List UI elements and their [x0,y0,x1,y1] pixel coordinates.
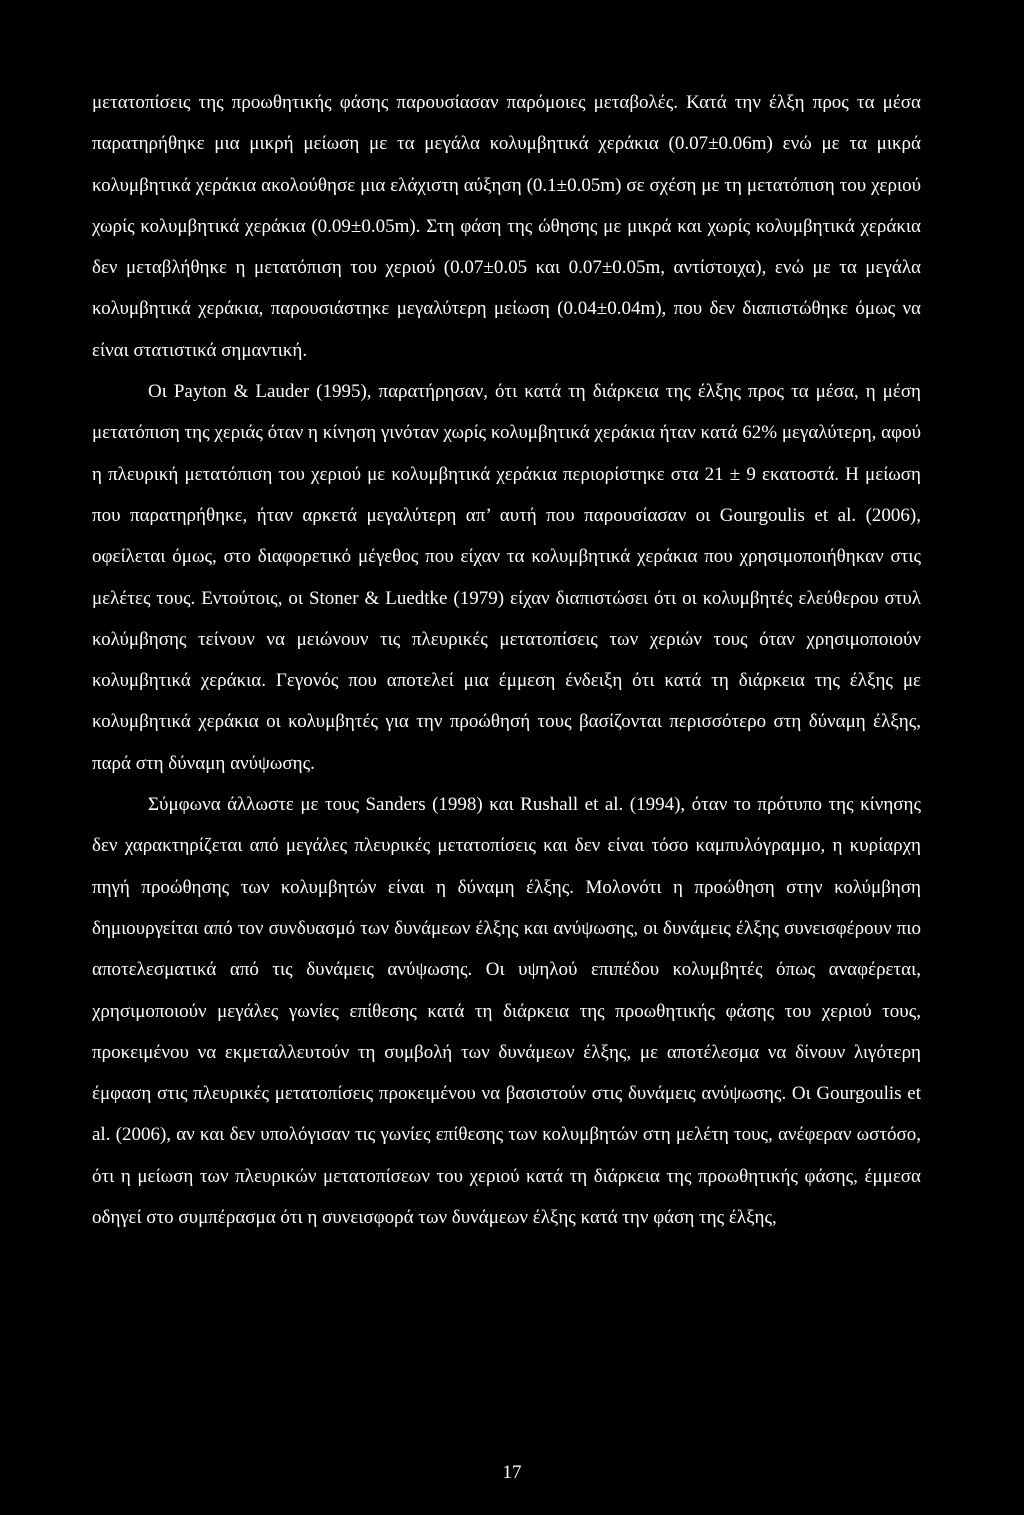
paragraph-sanders-rushall: Σύμφωνα άλλωστε με τους Sanders (1998) και Rushall et al. (1994), όταν το πρότυπο της κίνησης δεν χαρακτηρίζεται από μεγάλες πλευρικές μετατοπίσεις και δεν είναι τόσο καμπυλόγραμμο, η κυρίαρχη πηγή προώθησης των κολυμβητών είναι η δύναμη έλξης. Μολονότι η προώθηση στην κολύμβηση δημιουργείται από τον συνδυασμό των δυνάμεων έλξης και ανύψωσης, οι δυνάμεις έλξης συνεισφέρουν πιο αποτελεσματικά από τις δυνάμεις ανύψωσης. Οι υψηλού επιπέδου κολυμβητές όπως αναφέρεται, χρησιμοποιούν μεγάλες γωνίες επίθεσης κατά τη διάρκεια της προωθητικής φάσης του χεριού τους, προκειμένου να εκμεταλλευτούν τη συμβολή των δυνάμεων έλξης, με αποτέλεσμα να δίνουν λιγότερη έμφαση στις πλευρικές μετατοπίσεις προκειμένου να βασιστούν στις δυνάμεις ανύψωσης. Οι Gourgoulis et al. (2006), αν και δεν υπολόγισαν τις γωνίες επίθεσης των κολυμβητών στη μελέτη τους, ανέφεραν ωστόσο, ότι η μείωση των πλευρικών μετατοπίσεων του χεριού κατά τη διάρκεια της προωθητικής φάσης, έμμεσα οδηγεί στο συμπέρασμα ότι η συνεισφορά των δυνάμεων έλξης κατά την φάση της έλξης, [92,794,921,1229]
paragraph-continuation: μετατοπίσεις της προωθητικής φάσης παρουσίασαν παρόμοιες μεταβολές. Κατά την έλξη προς τα μέσα παρατηρήθηκε μια μικρή μείωση με τα μεγάλα κολυμβητικά χεράκια (0.07±0.06m) ενώ με τα μικρά κολυμβητικά χεράκια ακολούθησε μια ελάχιστη αύξηση (0.1±0.05m) σε σχέση με τη μετατόπιση του χεριού χωρίς κολυμβητικά χεράκια (0.09±0.05m). Στη φάση της ώθησης με μικρά και χωρίς κολυμβητικά χεράκια δεν μεταβλήθηκε η μετατόπιση του χεριού (0.07±0.05 και 0.07±0.05m, αντίστοιχα), ενώ με τα μεγάλα κολυμβητικά χεράκια, παρουσιάστηκε μεγαλύτερη μείωση (0.04±0.04m), που δεν διαπιστώθηκε όμως να είναι στατιστικά σημαντική. [92,92,921,361]
body-text [92,82,921,1238]
paragraph-payton-lauder: Οι Payton & Lauder (1995), παρατήρησαν, ότι κατά τη διάρκεια της έλξης προς τα μέσα, η μέση μετατόπιση της χεριάς όταν η κίνηση γινόταν χωρίς κολυμβητικά χεράκια ήταν κατά 62% μεγαλύτερη, αφού η πλευρική μετατόπιση του χεριού με κολυμβητικά χεράκια περιορίστηκε στα 21 ± 9 εκατοστά. Η μείωση που παρατηρήθηκε, ήταν αρκετά μεγαλύτερη απ’ αυτή που παρουσίασαν οι Gourgoulis et al. (2006), οφείλεται όμως, στο διαφορετικό μέγεθος που είχαν τα κολυμβητικά χεράκια που χρησιμοποιήθηκαν στις μελέτες τους. Εντούτοις, οι Stoner & Luedtke (1979) είχαν διαπιστώσει ότι οι κολυμβητές ελεύθερου στυλ κολύμβησης τείνουν να μειώνουν τις πλευρικές μετατοπίσεις των χεριών τους όταν χρησιμοποιούν κολυμβητικά χεράκια. Γεγονός που αποτελεί μια έμμεση ένδειξη ότι κατά τη διάρκεια της έλξης με κολυμβητικά χεράκια οι κολυμβητές για την προώθησή τους βασίζονται περισσότερο στη δύναμη έλξης, παρά στη δύναμη ανύψωσης. [92,381,921,774]
page-number: 17 [502,1462,522,1483]
